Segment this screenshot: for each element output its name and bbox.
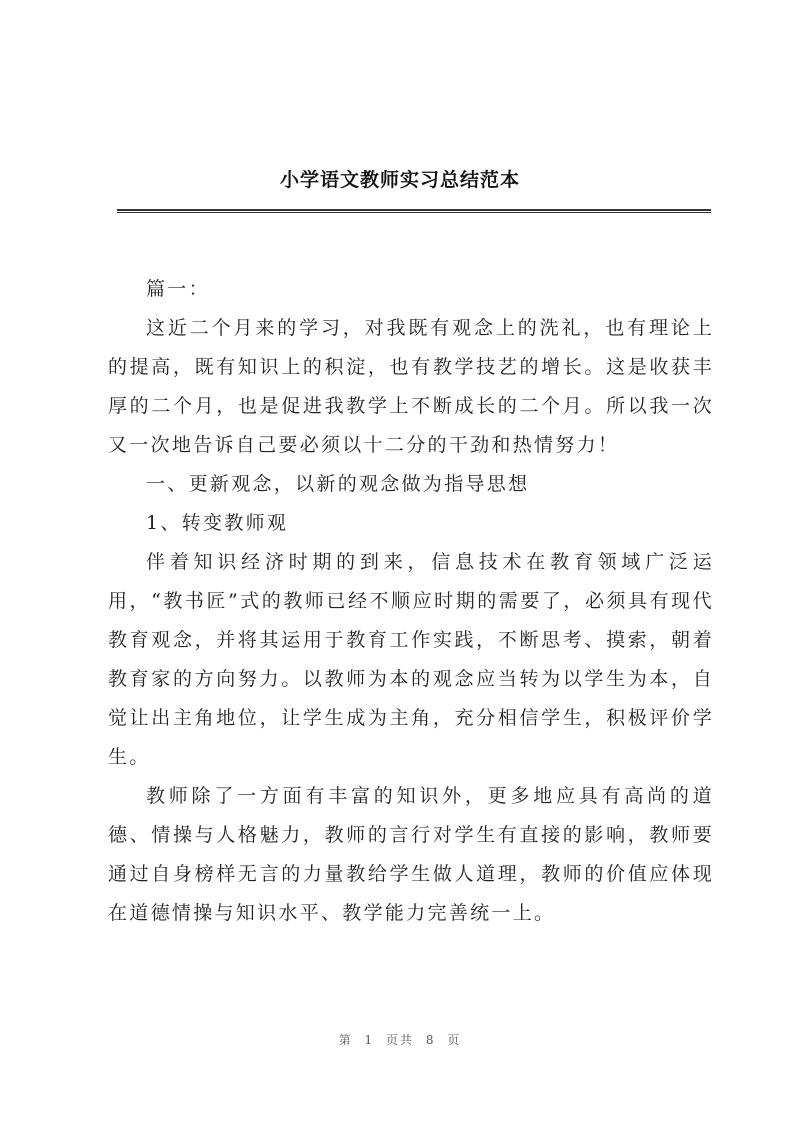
document-body (108, 270, 714, 933)
subsection-heading-teacher-view: 1、转变教师观 (146, 512, 289, 534)
paragraph-intro: 这近二个月来的学习，对我既有观念上的洗礼，也有理论上的提高，既有知识上的积淀，也有教学技艺的增长。这是收获丰厚的二个月，也是促进我教学上不断成长的二个月。所以我一次又一次地告诉自己要必须以十二分的干劲和热情努力！ (108, 317, 714, 456)
page-number-footer: 第 1 页共 8 页 (338, 1033, 462, 1047)
paragraph-teacher-morality: 教师除了一方面有丰富的知识外，更多地应具有高尚的道德、情操与人格魅力，教师的言行对学生有直接的影响，教师要通过自身榜样无言的力量教给学生做人道理，教师的价值应体现在道德情操与知识水平、教学能力完善统一上。 (108, 785, 714, 924)
section-heading-part-one: 篇一： (146, 278, 210, 300)
paragraph-teacher-view: 伴着知识经济时期的到来，信息技术在教育领域广泛运用，“教书匠”式的教师已经不顺应时期的需要了，必须具有现代教育观念，并将其运用于教育工作实践，不断思考、摸索，朝着教育家的方向努力。以教师为本的观念应当转为以学生为本，自觉让出主角地位，让学生成为主角，充分相信学生，积极评价学生。 (108, 551, 714, 768)
document-title: 小学语文教师实习总结范本 (279, 169, 520, 191)
title-divider (117, 209, 711, 213)
section-heading-update-concepts: 一、更新观念，以新的观念做为指导思想 (146, 473, 530, 495)
